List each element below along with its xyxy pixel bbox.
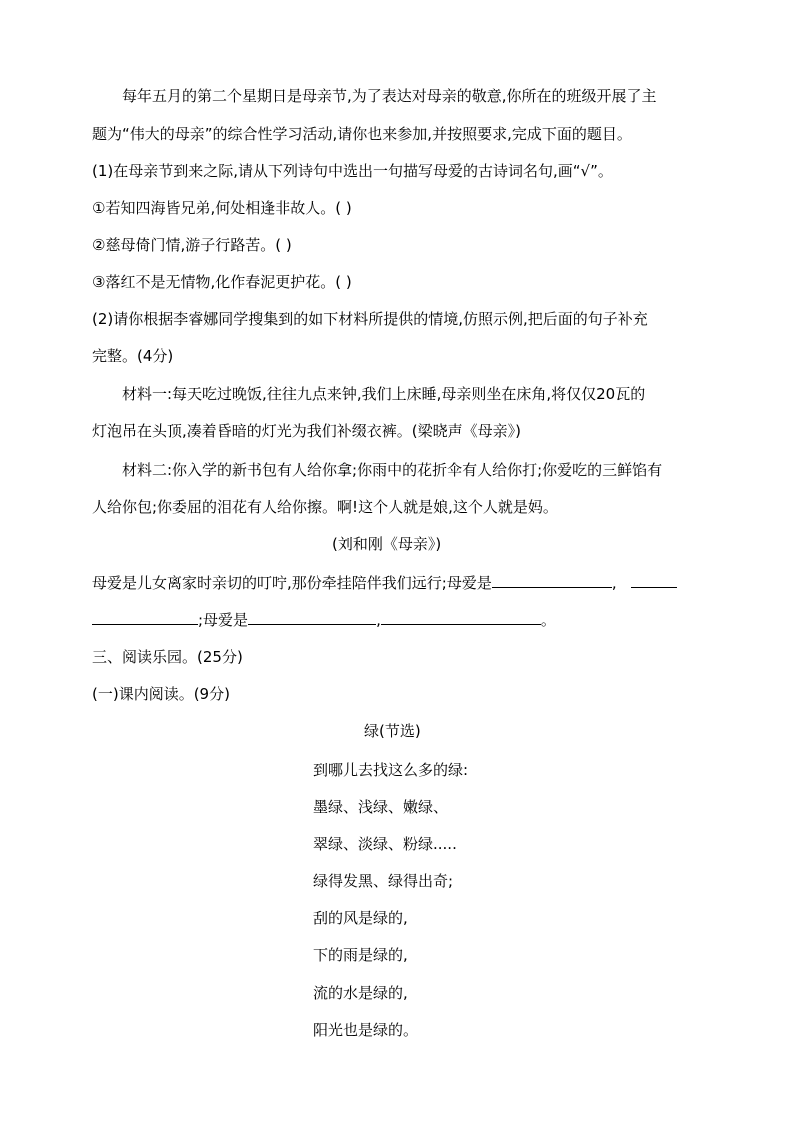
poem-line: 阳光也是绿的。 <box>313 1021 419 1039</box>
answer-line-2 <box>92 609 556 629</box>
poem-line: 下的雨是绿的, <box>313 946 408 964</box>
material-2-line-2: 人给你包;你委屈的泪花有人给你擦。啊!这个人就是娘,这个人就是妈。 <box>92 498 558 516</box>
answer-blank-3[interactable] <box>248 609 376 625</box>
question-1-prompt: (1)在母亲节到来之际,请从下列诗句中选出一句描写母爱的古诗词名句,画“√”。 <box>92 162 613 180</box>
answer-semicolon: ;母爱是 <box>198 611 249 629</box>
section-3-subsection: (一)课内阅读。(9分) <box>92 685 230 703</box>
answer-line-1 <box>92 572 677 592</box>
answer-blank-4[interactable] <box>381 609 541 625</box>
question-2-prompt-line-2: 完整。(4分) <box>92 347 174 365</box>
material-2-line-1: 材料二:你入学的新书包有人给你拿;你雨中的花折伞有人给你打;你爱吃的三鲜馅有 <box>122 461 663 479</box>
answer-comma-2: , <box>376 611 381 629</box>
poem-line: 刮的风是绿的, <box>313 909 408 927</box>
answer-blank-1[interactable] <box>492 572 612 588</box>
material-1-line-2: 灯泡吊在头顶,凑着昏暗的灯光为我们补缀衣裤。(梁晓声《母亲》) <box>92 422 521 440</box>
section-3-title: 三、阅读乐园。(25分) <box>92 648 243 666</box>
poem-line: 流的水是绿的, <box>313 984 408 1002</box>
question-1-option-1: ①若知四海皆兄弟,何处相逢非故人。( ) <box>92 199 352 217</box>
intro-line-2: 题为“伟大的母亲”的综合性学习活动,请你也来参加,并按照要求,完成下面的题目。 <box>92 125 632 143</box>
answer-blank-2-end[interactable] <box>92 609 198 625</box>
poem-line: 墨绿、浅绿、嫩绿、 <box>313 798 449 816</box>
material-1-line-1: 材料一:每天吃过晚饭,往往九点来钟,我们上床睡,母亲则坐在床角,将仅仅20瓦的 <box>122 385 646 403</box>
question-1-option-2: ②慈母倚门情,游子行路苦。( ) <box>92 236 292 254</box>
poem-line: 到哪儿去找这么多的绿: <box>313 761 469 779</box>
question-1-option-3: ③落红不是无情物,化作春泥更护花。( ) <box>92 273 352 291</box>
material-2-source: (刘和刚《母亲》) <box>332 535 442 553</box>
poem-line: 绿得发黑、绿得出奇; <box>313 872 454 890</box>
answer-period: 。 <box>540 611 556 629</box>
poem-line: 翠绿、淡绿、粉绿..... <box>313 835 457 853</box>
answer-line-1-text: 母爱是儿女离家时亲切的叮咛,那份牵挂陪伴我们远行;母爱是 <box>92 574 492 592</box>
intro-line-1: 每年五月的第二个星期日是母亲节,为了表达对母亲的敬意,你所在的班级开展了主 <box>122 87 657 105</box>
answer-comma-1: , <box>611 574 617 592</box>
poem-title: 绿(节选) <box>364 722 421 740</box>
answer-blank-2-start[interactable] <box>631 572 677 588</box>
question-2-prompt-line-1: (2)请你根据李睿娜同学搜集到的如下材料所提供的情境,仿照示例,把后面的句子补充 <box>92 310 648 328</box>
